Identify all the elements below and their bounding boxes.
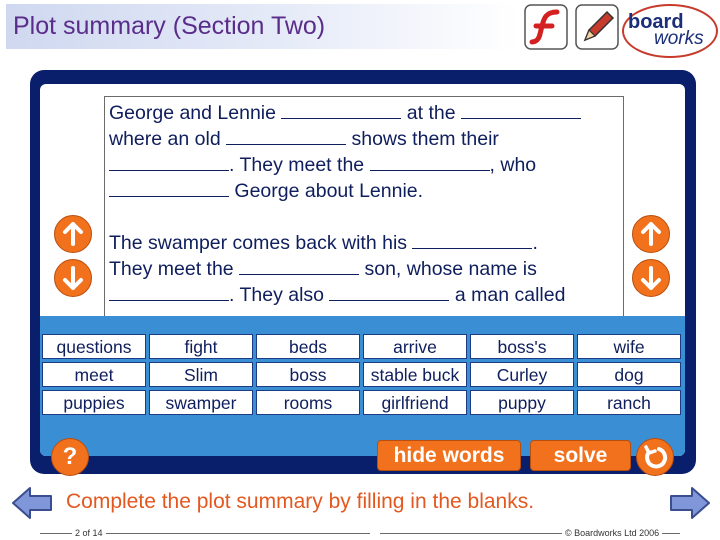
- passage-text: , who: [489, 154, 537, 176]
- word-tile[interactable]: puppies: [42, 390, 146, 415]
- word-tile[interactable]: boss's: [470, 334, 574, 359]
- blank-slot[interactable]: [109, 282, 229, 301]
- arrow-up-icon: [55, 216, 91, 252]
- scroll-up-left-button[interactable]: [54, 215, 92, 253]
- word-tile[interactable]: rooms: [256, 390, 360, 415]
- passage-text: where an old: [109, 128, 227, 150]
- blank-slot[interactable]: [239, 256, 359, 275]
- help-icon: ?: [62, 443, 78, 470]
- arrow-down-icon: [633, 260, 669, 296]
- passage-text: shows them their: [346, 128, 499, 150]
- passage-text: George and Lennie: [109, 102, 282, 124]
- help-button[interactable]: [51, 438, 89, 476]
- passage-paragraph-1: [109, 100, 619, 204]
- passage-text: . They also: [229, 284, 330, 306]
- blank-slot[interactable]: [370, 152, 490, 171]
- prev-slide-button[interactable]: [10, 485, 54, 521]
- word-tile[interactable]: wife: [577, 334, 681, 359]
- arrow-down-icon: [55, 260, 91, 296]
- word-tile[interactable]: puppy: [470, 390, 574, 415]
- reset-button[interactable]: [636, 438, 674, 476]
- flash-icon: [524, 4, 568, 50]
- passage-paragraph-2: [109, 230, 619, 308]
- word-tile[interactable]: Curley: [470, 362, 574, 387]
- blank-slot[interactable]: [281, 100, 401, 119]
- word-tile[interactable]: arrive: [363, 334, 467, 359]
- scroll-down-right-button[interactable]: [632, 259, 670, 297]
- word-tile[interactable]: beds: [256, 334, 360, 359]
- logo-text-top: board: [628, 11, 684, 33]
- logo-text-bottom: works: [654, 28, 704, 49]
- passage-text: at the: [401, 102, 462, 124]
- pencil-icon: [575, 4, 619, 50]
- scroll-down-left-button[interactable]: [54, 259, 92, 297]
- passage-text: George about Lennie.: [229, 180, 424, 202]
- passage-text: son, whose name is: [359, 258, 537, 280]
- word-grid: [42, 334, 682, 415]
- word-tile[interactable]: boss: [256, 362, 360, 387]
- blank-slot[interactable]: [109, 178, 229, 197]
- next-slide-button[interactable]: [668, 485, 712, 521]
- activity-panel: [40, 84, 685, 456]
- passage-box: [104, 96, 624, 328]
- word-tile[interactable]: dog: [577, 362, 681, 387]
- copyright-text: © Boardworks Ltd 2006: [562, 528, 662, 538]
- word-tile[interactable]: stable buck: [363, 362, 467, 387]
- reset-icon: [637, 439, 673, 475]
- word-tile[interactable]: swamper: [149, 390, 253, 415]
- blank-slot[interactable]: [461, 100, 581, 119]
- boardworks-logo: [628, 6, 716, 56]
- scroll-up-right-button[interactable]: [632, 215, 670, 253]
- word-tile[interactable]: meet: [42, 362, 146, 387]
- hide-words-button[interactable]: hide words: [377, 440, 521, 471]
- word-tile[interactable]: fight: [149, 334, 253, 359]
- instruction-text: Complete the plot summary by filling in the blanks.: [66, 490, 535, 513]
- passage-text: a man called: [449, 284, 566, 306]
- solve-button[interactable]: solve: [530, 440, 631, 471]
- blank-slot[interactable]: [109, 152, 229, 171]
- passage-text: . They meet the: [229, 154, 370, 176]
- passage-text: The swamper comes back with his: [109, 232, 413, 254]
- passage-text: They meet the: [109, 258, 240, 280]
- word-tile[interactable]: questions: [42, 334, 146, 359]
- word-tile[interactable]: Slim: [149, 362, 253, 387]
- arrow-up-icon: [633, 216, 669, 252]
- word-bank: [40, 316, 685, 456]
- word-tile[interactable]: ranch: [577, 390, 681, 415]
- blank-slot[interactable]: [226, 126, 346, 145]
- blank-slot[interactable]: [412, 230, 532, 249]
- page-title: Plot summary (Section Two): [13, 12, 326, 40]
- page-number: 2 of 14: [72, 528, 106, 538]
- word-tile[interactable]: girlfriend: [363, 390, 467, 415]
- passage-text: .: [532, 232, 538, 254]
- blank-slot[interactable]: [329, 282, 449, 301]
